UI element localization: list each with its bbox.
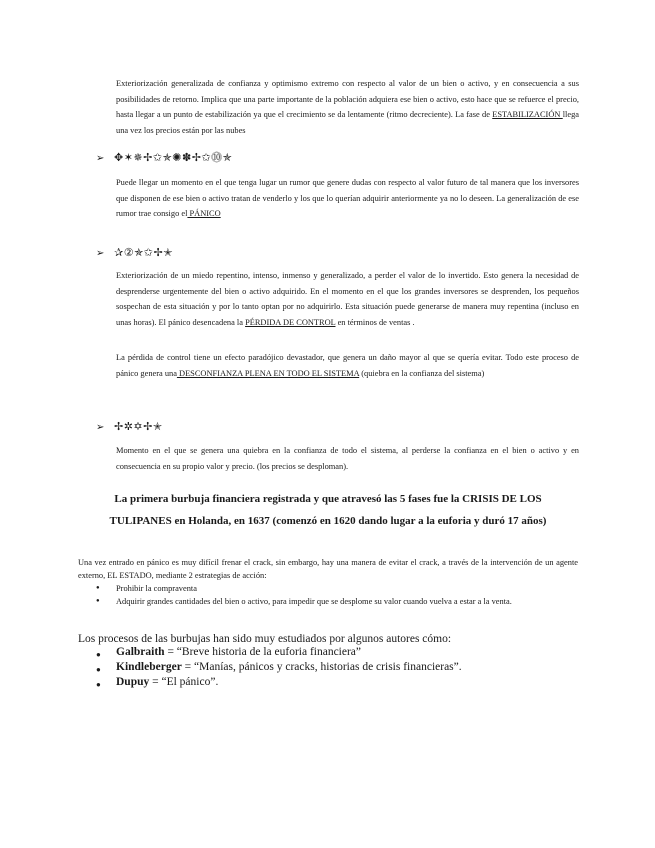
author-work: = “Manías, pánicos y cracks, historias de crisis financieras”. <box>181 661 462 673</box>
author-name: Kindleberger <box>116 661 182 673</box>
authors-list <box>96 645 462 690</box>
strategy-list <box>96 582 576 608</box>
arrow-bullet-icon: ➢ <box>96 248 105 259</box>
section-heading-panic <box>96 245 173 261</box>
authors-intro: Los procesos de las burbujas han sido muy estudiados por algunos autores cómo: <box>78 633 452 645</box>
section-heading-crack <box>96 419 163 435</box>
list-item <box>96 645 462 660</box>
state-intervention-paragraph: Una vez entrado en pánico es muy difícil frenar el crack, sin embargo, hay una manera de evitar el crack, a través de la intervención de un agente externo, EL ESTADO, mediante 2 estrategias de acción: <box>78 558 578 580</box>
list-item: ● Adquirir grandes cantidades del bien o activo, para impedir que se desplome su valor cuando vuelva a estar a la venta. <box>96 595 576 608</box>
author-work: = “El pánico”. <box>149 676 219 688</box>
stabilization-term: ESTABILIZACIÓN <box>492 110 563 119</box>
section-heading-glyphs: ✢✲✡✢✭ <box>114 420 163 433</box>
list-item: ● Prohibir la compraventa <box>96 582 576 595</box>
author-name: Galbraith <box>116 646 165 658</box>
distrust-term: DESCONFIANZA PLENA EN TODO EL SISTEMA <box>176 368 360 378</box>
crack-paragraph: Momento en el que se genera una quiebra en la confianza de todo el sistema, al perderse la confianza en el bien o activo y en consecuencia en su propio valor y precio. (los precios se desploman). <box>116 446 579 471</box>
arrow-bullet-icon: ➢ <box>96 422 105 433</box>
arrow-bullet-icon: ➢ <box>96 153 105 164</box>
panic-term: PÁNICO <box>187 209 221 218</box>
section-heading-glyphs: ✰②✯✩✢✭ <box>114 246 173 259</box>
tulip-crisis-title-line1: La primera burbuja financiera registrada y que atravesó las 5 fases fue la CRISIS DE LOS <box>114 493 542 505</box>
author-work: = “Breve historia de la euforia financiera” <box>164 646 362 658</box>
section-heading-stabilization <box>96 150 232 166</box>
stabilization-paragraph: Puede llegar un momento en el que tenga lugar un rumor que genere dudas con respecto al valor futuro de tal manera que los inversores que disponen de ese bien o activo tratan de venderlo y los que lo querían adquirir anteriormente ya no lo deseen. La generalización de ese rumor trae consigo el PÁNICO <box>116 178 579 218</box>
section-heading-glyphs: ✥✶✵✢✩✯✺✽✢✩⓾✯ <box>114 151 233 164</box>
loss-of-control-term: PÉRDIDA DE CONTROL <box>245 317 336 327</box>
author-name: Dupuy <box>116 676 150 688</box>
list-item <box>96 675 462 690</box>
euphoria-paragraph: Exteriorización generalizada de confianza y optimismo extremo con respecto al valor de un bien o activo, y en consecuencia a sus posibilidades de retorno. Implica que una parte importante de la población adquiera ese bien o activo, esto hace que se refuerce el precio, hasta llegar a un punto de estabilización ya que el crecimiento se da lentamente (ritmo decreciente). La fase de ESTABILIZACIÓN llega una vez los precios están por las nubes <box>116 79 579 135</box>
list-item <box>96 660 462 675</box>
panic-paragraph: Exteriorización de un miedo repentino, intenso, inmenso y generalizado, a perder el valor de lo invertido. Esto genera la necesidad de desprenderse urgentemente del bien o activo adquirido. En el momento en el que los grandes inversores se desprenden, los pequeños sospechan de esta situación y por lo tanto optan por no adquirirlo. Esta situación puede generarse de manera muy repentina (incluso en unas horas). El pánico desencadena la PÉRDIDA DE CONTROL en términos de ventas . <box>116 271 579 327</box>
loss-of-control-paragraph: La pérdida de control tiene un efecto paradójico devastador, que genera un daño mayor al que se quería evitar. Todo este proceso de pánico genera una DESCONFIANZA PLENA EN TODO EL SISTEMA (quiebra en la confianza del sistema) <box>116 353 579 378</box>
tulip-crisis-title-line2: TULIPANES en Holanda, en 1637 (comenzó en 1620 dando lugar a la euforia y duró 17 años) <box>109 515 547 527</box>
